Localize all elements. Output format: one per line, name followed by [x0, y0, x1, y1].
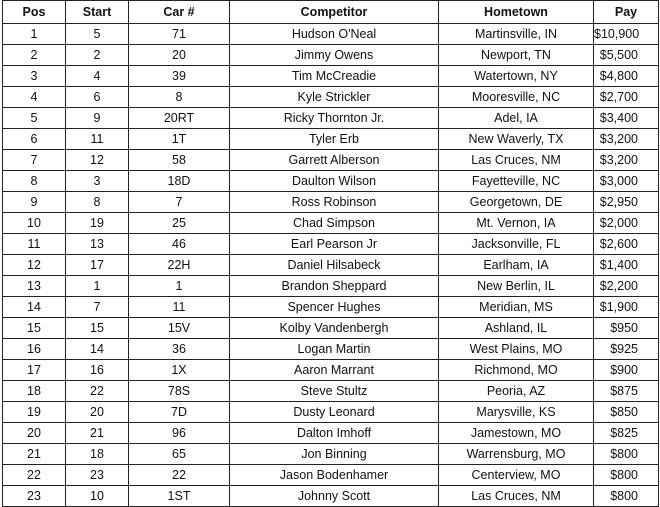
- cell-pay: $825: [594, 423, 659, 444]
- cell-pos: 12: [3, 255, 66, 276]
- cell-start: 23: [66, 465, 129, 486]
- cell-pos: 4: [3, 87, 66, 108]
- cell-competitor: Ricky Thornton Jr.: [230, 108, 439, 129]
- header-start: Start: [66, 1, 129, 24]
- cell-pos: 18: [3, 381, 66, 402]
- table-row: [3, 24, 659, 45]
- cell-car-number: 39: [129, 66, 230, 87]
- cell-start: 8: [66, 192, 129, 213]
- cell-hometown: Centerview, MO: [439, 465, 594, 486]
- cell-pos: 5: [3, 108, 66, 129]
- table-row: [3, 129, 659, 150]
- cell-car-number: 8: [129, 87, 230, 108]
- cell-start: 9: [66, 108, 129, 129]
- cell-competitor: Steve Stultz: [230, 381, 439, 402]
- cell-pos: 19: [3, 402, 66, 423]
- table-row: [3, 45, 659, 66]
- cell-start: 6: [66, 87, 129, 108]
- table-row: [3, 465, 659, 486]
- cell-hometown: Meridian, MS: [439, 297, 594, 318]
- cell-car-number: 15V: [129, 318, 230, 339]
- cell-pay: $2,200: [594, 276, 659, 297]
- cell-competitor: Logan Martin: [230, 339, 439, 360]
- cell-pay: $2,000: [594, 213, 659, 234]
- cell-start: 16: [66, 360, 129, 381]
- cell-pos: 15: [3, 318, 66, 339]
- cell-hometown: Las Cruces, NM: [439, 486, 594, 507]
- cell-start: 10: [66, 486, 129, 507]
- cell-competitor: Aaron Marrant: [230, 360, 439, 381]
- cell-hometown: Fayetteville, NC: [439, 171, 594, 192]
- cell-pos: 21: [3, 444, 66, 465]
- cell-pay: $2,600: [594, 234, 659, 255]
- cell-competitor: Ross Robinson: [230, 192, 439, 213]
- cell-pos: 1: [3, 24, 66, 45]
- cell-car-number: 20RT: [129, 108, 230, 129]
- cell-hometown: Mooresville, NC: [439, 87, 594, 108]
- cell-car-number: 65: [129, 444, 230, 465]
- cell-competitor: Tyler Erb: [230, 129, 439, 150]
- cell-pay: $950: [594, 318, 659, 339]
- table-row: [3, 87, 659, 108]
- cell-hometown: Peoria, AZ: [439, 381, 594, 402]
- cell-hometown: New Waverly, TX: [439, 129, 594, 150]
- cell-competitor: Kolby Vandenbergh: [230, 318, 439, 339]
- table-row: [3, 234, 659, 255]
- cell-car-number: 78S: [129, 381, 230, 402]
- cell-pay: $900: [594, 360, 659, 381]
- results-body: [3, 24, 659, 507]
- cell-hometown: Jamestown, MO: [439, 423, 594, 444]
- header-hometown: Hometown: [439, 1, 594, 24]
- table-row: [3, 318, 659, 339]
- cell-competitor: Dalton Imhoff: [230, 423, 439, 444]
- table-row: [3, 486, 659, 507]
- cell-hometown: Richmond, MO: [439, 360, 594, 381]
- table-row: [3, 108, 659, 129]
- cell-competitor: Jimmy Owens: [230, 45, 439, 66]
- cell-pay: $10,900: [594, 24, 659, 45]
- table-header-row: [3, 1, 659, 24]
- cell-pay: $1,400: [594, 255, 659, 276]
- cell-competitor: Kyle Strickler: [230, 87, 439, 108]
- cell-start: 2: [66, 45, 129, 66]
- cell-competitor: Dusty Leonard: [230, 402, 439, 423]
- cell-car-number: 36: [129, 339, 230, 360]
- table-row: [3, 150, 659, 171]
- cell-pay: $3,200: [594, 150, 659, 171]
- table-row: [3, 402, 659, 423]
- cell-pay: $3,000: [594, 171, 659, 192]
- cell-pay: $850: [594, 402, 659, 423]
- cell-pos: 11: [3, 234, 66, 255]
- cell-competitor: Daulton Wilson: [230, 171, 439, 192]
- cell-hometown: Las Cruces, NM: [439, 150, 594, 171]
- cell-pay: $1,900: [594, 297, 659, 318]
- cell-start: 14: [66, 339, 129, 360]
- cell-car-number: 20: [129, 45, 230, 66]
- cell-pos: 6: [3, 129, 66, 150]
- cell-hometown: Georgetown, DE: [439, 192, 594, 213]
- cell-start: 1: [66, 276, 129, 297]
- cell-pos: 9: [3, 192, 66, 213]
- cell-pay: $800: [594, 465, 659, 486]
- cell-pay: $5,500: [594, 45, 659, 66]
- table-row: [3, 213, 659, 234]
- cell-start: 11: [66, 129, 129, 150]
- cell-pos: 17: [3, 360, 66, 381]
- cell-start: 18: [66, 444, 129, 465]
- table-row: [3, 192, 659, 213]
- table-row: [3, 255, 659, 276]
- table-row: [3, 423, 659, 444]
- table-row: [3, 339, 659, 360]
- cell-hometown: Adel, IA: [439, 108, 594, 129]
- cell-competitor: Tim McCreadie: [230, 66, 439, 87]
- cell-car-number: 71: [129, 24, 230, 45]
- cell-competitor: Jason Bodenhamer: [230, 465, 439, 486]
- cell-pos: 3: [3, 66, 66, 87]
- cell-pay: $3,400: [594, 108, 659, 129]
- cell-competitor: Earl Pearson Jr: [230, 234, 439, 255]
- cell-competitor: Daniel Hilsabeck: [230, 255, 439, 276]
- cell-pos: 13: [3, 276, 66, 297]
- cell-start: 20: [66, 402, 129, 423]
- cell-start: 5: [66, 24, 129, 45]
- table-row: [3, 444, 659, 465]
- cell-car-number: 7D: [129, 402, 230, 423]
- cell-competitor: Johnny Scott: [230, 486, 439, 507]
- cell-car-number: 11: [129, 297, 230, 318]
- cell-pay: $875: [594, 381, 659, 402]
- table-row: [3, 276, 659, 297]
- cell-competitor: Chad Simpson: [230, 213, 439, 234]
- cell-pos: 23: [3, 486, 66, 507]
- cell-car-number: 1: [129, 276, 230, 297]
- cell-pos: 7: [3, 150, 66, 171]
- cell-hometown: Warrensburg, MO: [439, 444, 594, 465]
- cell-start: 7: [66, 297, 129, 318]
- cell-start: 17: [66, 255, 129, 276]
- cell-car-number: 1X: [129, 360, 230, 381]
- cell-pos: 10: [3, 213, 66, 234]
- header-competitor: Competitor: [230, 1, 439, 24]
- cell-hometown: West Plains, MO: [439, 339, 594, 360]
- table-row: [3, 297, 659, 318]
- cell-start: 19: [66, 213, 129, 234]
- cell-pos: 20: [3, 423, 66, 444]
- cell-pos: 14: [3, 297, 66, 318]
- results-table: [2, 0, 659, 507]
- cell-start: 4: [66, 66, 129, 87]
- cell-car-number: 18D: [129, 171, 230, 192]
- cell-pos: 2: [3, 45, 66, 66]
- cell-hometown: Earlham, IA: [439, 255, 594, 276]
- cell-pay: $800: [594, 444, 659, 465]
- cell-pay: $2,700: [594, 87, 659, 108]
- cell-start: 21: [66, 423, 129, 444]
- header-pay: Pay: [594, 1, 659, 24]
- cell-car-number: 46: [129, 234, 230, 255]
- cell-car-number: 25: [129, 213, 230, 234]
- cell-competitor: Brandon Sheppard: [230, 276, 439, 297]
- cell-hometown: Ashland, IL: [439, 318, 594, 339]
- cell-competitor: Garrett Alberson: [230, 150, 439, 171]
- cell-start: 15: [66, 318, 129, 339]
- cell-competitor: Hudson O'Neal: [230, 24, 439, 45]
- cell-pay: $925: [594, 339, 659, 360]
- table-row: [3, 66, 659, 87]
- cell-pay: $800: [594, 486, 659, 507]
- cell-car-number: 7: [129, 192, 230, 213]
- cell-hometown: New Berlin, IL: [439, 276, 594, 297]
- cell-car-number: 96: [129, 423, 230, 444]
- cell-car-number: 22: [129, 465, 230, 486]
- cell-pay: $4,800: [594, 66, 659, 87]
- cell-start: 13: [66, 234, 129, 255]
- cell-start: 3: [66, 171, 129, 192]
- table-row: [3, 360, 659, 381]
- cell-pos: 22: [3, 465, 66, 486]
- cell-competitor: Jon Binning: [230, 444, 439, 465]
- cell-pay: $3,200: [594, 129, 659, 150]
- cell-start: 22: [66, 381, 129, 402]
- cell-hometown: Watertown, NY: [439, 66, 594, 87]
- cell-pos: 8: [3, 171, 66, 192]
- cell-pay: $2,950: [594, 192, 659, 213]
- cell-hometown: Martinsville, IN: [439, 24, 594, 45]
- cell-competitor: Spencer Hughes: [230, 297, 439, 318]
- cell-car-number: 1ST: [129, 486, 230, 507]
- cell-hometown: Marysville, KS: [439, 402, 594, 423]
- cell-car-number: 58: [129, 150, 230, 171]
- header-car-number: Car #: [129, 1, 230, 24]
- cell-hometown: Mt. Vernon, IA: [439, 213, 594, 234]
- table-row: [3, 171, 659, 192]
- table-row: [3, 381, 659, 402]
- cell-hometown: Jacksonville, FL: [439, 234, 594, 255]
- cell-hometown: Newport, TN: [439, 45, 594, 66]
- cell-car-number: 1T: [129, 129, 230, 150]
- header-pos: Pos: [3, 1, 66, 24]
- cell-start: 12: [66, 150, 129, 171]
- cell-car-number: 22H: [129, 255, 230, 276]
- cell-pos: 16: [3, 339, 66, 360]
